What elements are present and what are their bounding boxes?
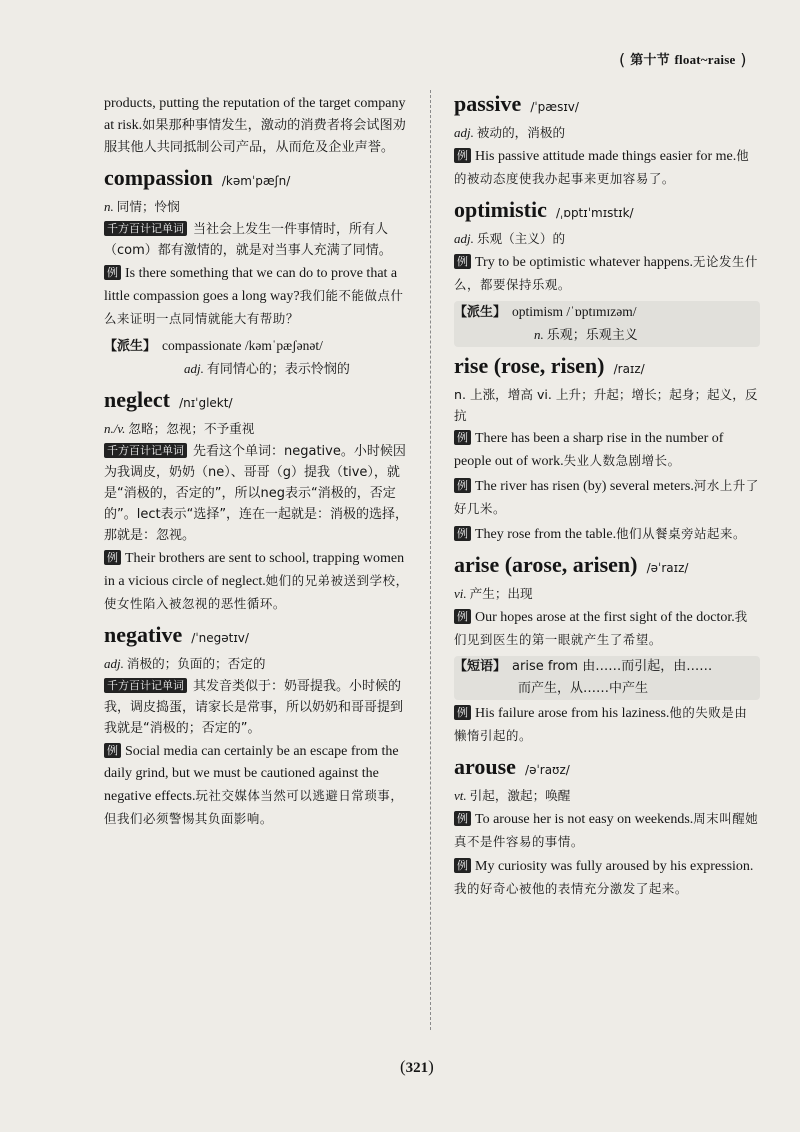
headword-line bbox=[454, 89, 760, 122]
example-tag: 例 bbox=[454, 526, 471, 541]
memory-tag: 千方百计记单词 bbox=[104, 221, 187, 236]
headword: optimistic bbox=[454, 197, 547, 222]
phrase-block: 【短语】 arise from 由……而引起，由…… 而产生，从……中产生 bbox=[454, 656, 760, 700]
example: 例 His failure arose from his laziness.他的失败是由懒惰引起的。 bbox=[454, 705, 748, 743]
pronunciation: /ˌɒptɪˈmɪstɪk/ bbox=[555, 206, 634, 220]
example-tag: 例 bbox=[454, 705, 471, 720]
headword: compassion bbox=[104, 165, 213, 190]
pronunciation: /ˈnegətɪv/ bbox=[191, 631, 249, 645]
right-column bbox=[454, 93, 760, 901]
example-tag: 例 bbox=[104, 265, 121, 280]
entry-neglect bbox=[104, 385, 410, 616]
definition: vt. 引起，激起；唤醒 bbox=[454, 788, 571, 803]
headword: negative bbox=[104, 622, 183, 647]
example: 例 They rose from the table.他们从餐桌旁站起来。 bbox=[454, 523, 760, 546]
entry-rise bbox=[454, 351, 760, 546]
memory-tag: 千方百计记单词 bbox=[104, 678, 187, 693]
headword-line bbox=[454, 195, 760, 228]
pronunciation: /raɪz/ bbox=[613, 362, 645, 376]
entry-arise bbox=[454, 550, 760, 748]
example-tag: 例 bbox=[454, 148, 471, 163]
headword-line bbox=[454, 550, 760, 583]
example: 例 Try to be optimistic whatever happens.无论发生什么，都要保持乐观。 bbox=[454, 254, 758, 292]
derivative: 【派生】 optimism /ˈɒptɪmɪzəm/ n. 乐观；乐观主义 bbox=[454, 301, 760, 347]
definition: n. 上涨，增高 vi. 上升；升起；增长；起身；起义，反抗 bbox=[454, 387, 758, 423]
headword: rise (rose, risen) bbox=[454, 353, 605, 378]
page-number: (321) bbox=[400, 1057, 434, 1076]
section-range: float~raise bbox=[674, 52, 736, 67]
example: 例 My curiosity was fully aroused by his expression.我的好奇心被他的表情充分激发了起来。 bbox=[454, 859, 754, 896]
example-tag: 例 bbox=[454, 254, 471, 269]
definition: n./v. 忽略；忽视；不予重视 bbox=[104, 421, 255, 436]
headword-line bbox=[104, 620, 410, 653]
continued-text: products, putting the reputation of the target company at risk.如果那种事情发生，激动的消费者将会试图劝服其他人共同抵制公司产品，从而危及企业声誉。 bbox=[104, 96, 406, 155]
example-tag: 例 bbox=[104, 550, 121, 565]
entry-compassion bbox=[104, 163, 410, 381]
entry-negative bbox=[104, 620, 410, 831]
left-column bbox=[104, 93, 410, 831]
headword: neglect bbox=[104, 387, 170, 412]
pronunciation: /nɪˈglekt/ bbox=[179, 396, 233, 410]
entry-optimistic bbox=[454, 195, 760, 347]
definition: n. 同情；怜悯 bbox=[104, 199, 180, 214]
headword: arise (arose, arisen) bbox=[454, 552, 638, 577]
section-label: 第十节 bbox=[630, 53, 670, 68]
column-divider bbox=[430, 90, 431, 1030]
example: 例 Our hopes arose at the first sight of the doctor.我们见到医生的第一眼就产生了希望。 bbox=[454, 609, 748, 647]
section-header: ( 第十节 float~raise ) bbox=[619, 50, 747, 69]
example-tag: 例 bbox=[454, 609, 471, 624]
headword: arouse bbox=[454, 754, 516, 779]
example: 例 Is there something that we can do to prove that a little compassion goes a long way?我们能不能做点什么来证明一点同情就能大有帮助？ bbox=[104, 266, 404, 326]
memory-tag: 千方百计记单词 bbox=[104, 443, 187, 458]
pronunciation: /əˈraʊz/ bbox=[525, 763, 570, 777]
definition: adj. 被动的，消极的 bbox=[454, 125, 566, 140]
headword-line bbox=[104, 385, 410, 418]
definition: vi. 产生；出现 bbox=[454, 586, 533, 601]
example-tag: 例 bbox=[454, 430, 471, 445]
pronunciation: /əˈraɪz/ bbox=[646, 561, 689, 575]
headword-line bbox=[454, 351, 760, 384]
example: 例 His passive attitude made things easier for me.他的被动态度使我办起事来更加容易了。 bbox=[454, 148, 750, 186]
example-tag: 例 bbox=[454, 858, 471, 873]
example: 例 Social media can certainly be an escape from the daily grind, but we must be cautioned against the negative effects.玩社交媒体当然可以逃避日常琐事，但我们必须警惕其负面影响。 bbox=[104, 744, 404, 826]
headword-line bbox=[454, 752, 760, 785]
pronunciation: /kəmˈpæʃn/ bbox=[221, 174, 291, 188]
example: 例 To arouse her is not easy on weekends.周末叫醒她真不是件容易的事情。 bbox=[454, 811, 759, 849]
pronunciation: /ˈpæsɪv/ bbox=[530, 100, 579, 114]
definition: adj. 乐观（主义）的 bbox=[454, 231, 566, 246]
headword-line bbox=[104, 163, 410, 196]
derivative: 【派生】 compassionate /kəmˈpæʃənət/ adj. 有同情心的；表示怜悯的 bbox=[104, 338, 350, 377]
example: 例 Their brothers are sent to school, trapping women in a vicious circle of neglect.她们的兄弟被送到学校，使女性陷入被忽视的恶性循环。 bbox=[104, 551, 409, 611]
definition: adj. 消极的；负面的；否定的 bbox=[104, 656, 266, 671]
entry-passive bbox=[454, 89, 760, 191]
example-tag: 例 bbox=[104, 743, 121, 758]
memory-tip: 千方百计记单词 先看这个单词：negative。小时候因为我调皮，奶奶（ne）、哥哥（g）提我（tive），就是“消极的，否定的”，所以neg表示“消极的，否定的”。lect表示“选择”，连在一起就是：消极的选择，那就是：忽视。 bbox=[104, 444, 409, 543]
entry-arouse bbox=[454, 752, 760, 901]
headword: passive bbox=[454, 91, 522, 116]
memory-tip: 千方百计记单词 其发音类似于：奶哥提我。小时候的我，调皮捣蛋，请家长是常事，所以奶奶和哥哥提到我就是“消极的；否定的”。 bbox=[104, 679, 404, 736]
example: 例 The river has risen (by) several meters.河水上升了好几米。 bbox=[454, 478, 759, 516]
example: 例 There has been a sharp rise in the number of people out of work.失业人数急剧增长。 bbox=[454, 431, 724, 469]
memory-tip: 千方百计记单词 当社会上发生一件事情时，所有人（com）都有激情的，就是对当事人充满了同情。 bbox=[104, 222, 392, 258]
example-tag: 例 bbox=[454, 478, 471, 493]
example-tag: 例 bbox=[454, 811, 471, 826]
